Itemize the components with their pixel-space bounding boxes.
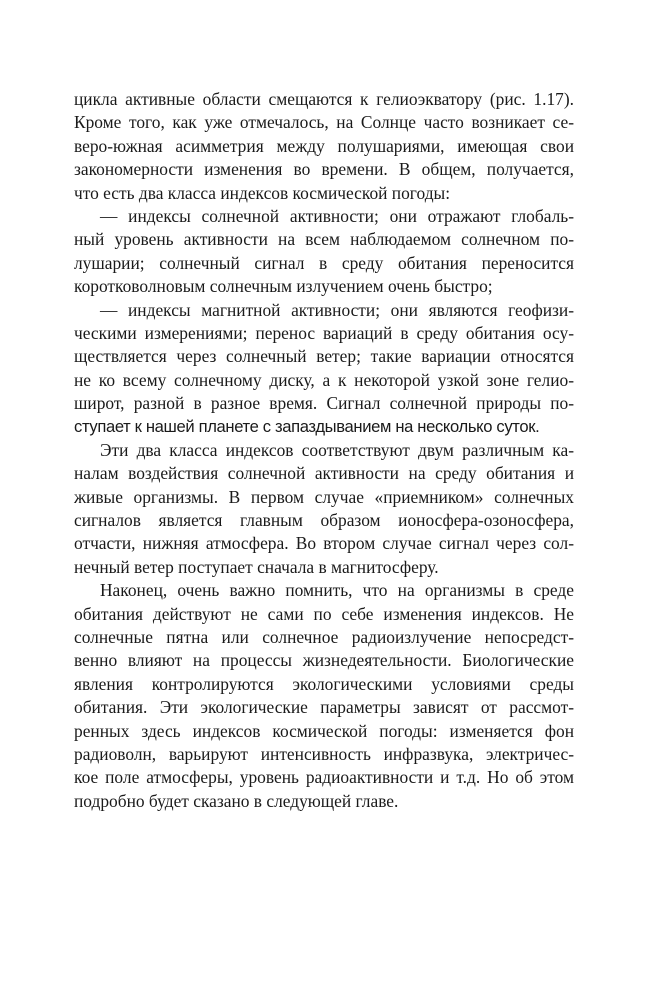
text-line: Наконец, очень важно помнить, что на организмы в среде — [100, 580, 574, 601]
text-line: радиоволн, варьируют интенсивность инфразвука, электричес- — [74, 743, 574, 764]
text-line: лушарии; солнечный сигнал в среду обитания переносится — [74, 252, 574, 273]
text-line: Эти два класса индексов соответствуют двум различным ка- — [100, 439, 574, 460]
text-line: ренных здесь индексов космической погоды: изменяется фон — [74, 720, 574, 741]
text-line: ческими измерениями; перенос вариаций в среду обитания осу- — [74, 322, 574, 343]
paragraph — [74, 299, 574, 439]
text-line: ступает к нашей планете с запаздыванием на несколько суток. — [74, 417, 540, 437]
text-line: — индексы солнечной активности; они отражают глобаль- — [100, 205, 574, 226]
text-line: налам воздействия солнечной активности на среду обитания и — [74, 463, 574, 484]
paragraph — [74, 579, 574, 813]
paragraph — [74, 88, 574, 205]
text-line: ществляется через солнечный ветер; такие вариации относятся — [74, 346, 574, 367]
text-line: обитания действуют не сами по себе изменения индексов. Не — [74, 603, 574, 624]
text-line: живые организмы. В первом случае «приемником» солнечных — [74, 486, 574, 507]
text-line: солнечные пятна или солнечное радиоизлучение непосредст- — [74, 626, 574, 647]
paragraph — [74, 439, 574, 579]
text-line: закономерности изменения во времени. В общем, получается, — [74, 159, 574, 180]
text-line: цикла активные области смещаются к гелиоэкватору (рис. 1.17). — [74, 89, 574, 109]
text-line: кое поле атмосферы, уровень радиоактивности и т.д. Но об этом — [74, 767, 574, 788]
text-line: не ко всему солнечному диску, а к некоторой узкой зоне гелио- — [74, 369, 574, 390]
text-line: обитания. Эти экологические параметры зависят от рассмот- — [74, 697, 574, 718]
text-line: подробно будет сказано в следующей главе. — [74, 790, 399, 811]
text-line: нечный ветер поступает сначала в магнитосферу. — [74, 556, 439, 577]
text-line: что есть два класса индексов космической погоды: — [74, 182, 451, 203]
paragraph — [74, 205, 574, 299]
text-line: веро-южная асимметрия между полушариями, имеющая свои — [74, 135, 574, 156]
text-line: широт, разной в разное время. Сигнал солнечной природы по- — [74, 393, 574, 414]
text-line: Кроме того, как уже отмечалось, на Солнце часто возникает се- — [74, 112, 574, 133]
text-line: коротковолновым солнечным излучением очень быстро; — [74, 276, 493, 297]
body-text — [74, 88, 574, 813]
text-line: сигналов является главным образом ионосфера-озоносфера, — [74, 510, 574, 531]
text-line: явления контролируются экологическими условиями среды — [74, 673, 574, 694]
text-line: ный уровень активности на всем наблюдаемом солнечном по- — [74, 229, 574, 250]
text-line: венно влияют на процессы жизнедеятельности. Биологические — [74, 650, 574, 671]
text-line: отчасти, нижняя атмосфера. Во втором случае сигнал через сол- — [74, 533, 574, 554]
text-line: — индексы магнитной активности; они являются геофизи- — [100, 299, 574, 320]
